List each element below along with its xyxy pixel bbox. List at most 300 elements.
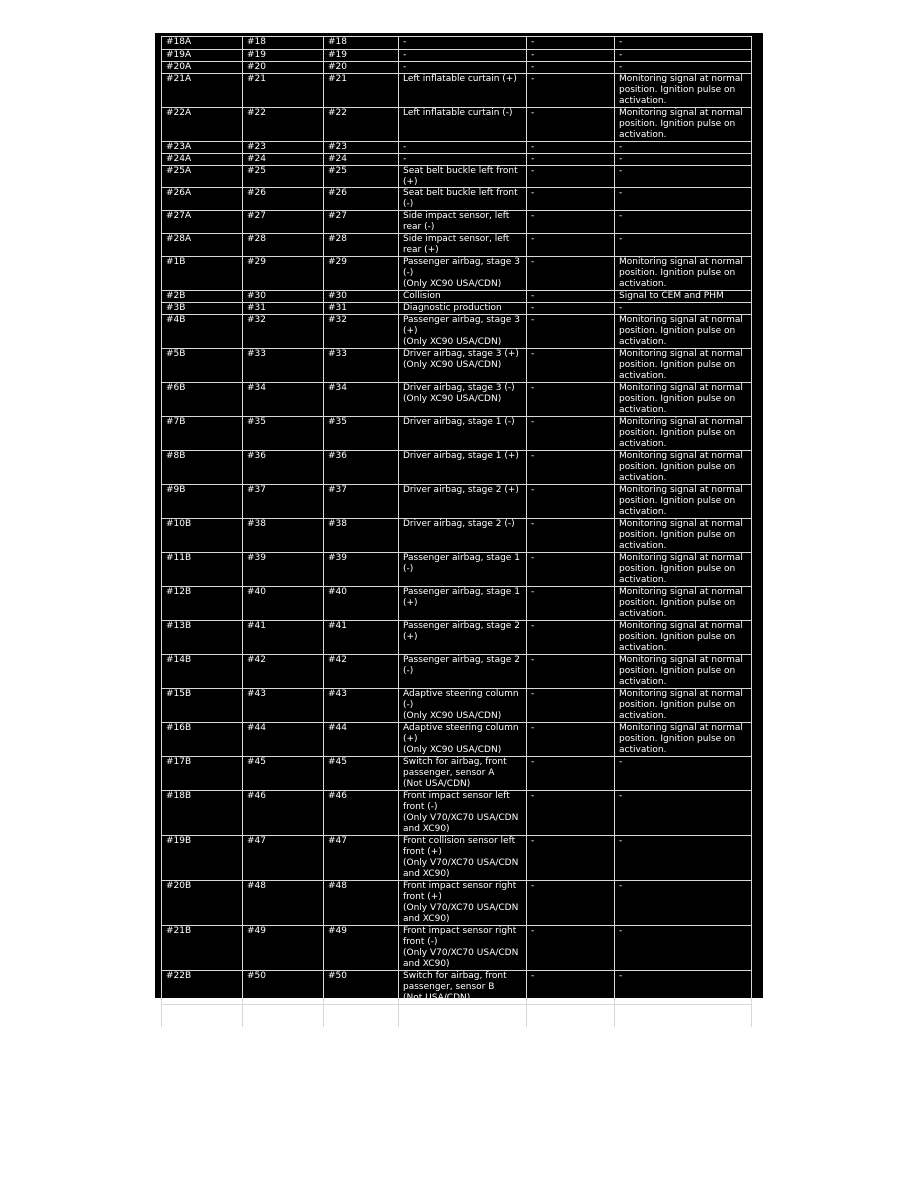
value-column-text: -	[531, 291, 535, 301]
table-cell-signal-description	[615, 791, 752, 836]
table-row	[162, 757, 752, 791]
connector-pin-a-text: #21A	[166, 74, 192, 84]
table-row	[162, 315, 752, 349]
connector-pin-b-text: #47	[247, 836, 266, 846]
table-cell-value-column	[527, 553, 615, 587]
connector-pin-a-text: #20A	[166, 62, 192, 72]
table-cell-signal-description	[615, 154, 752, 166]
connector-pin-b-text: #43	[247, 689, 266, 699]
component-name-text: Driver airbag, stage 1 (+)	[403, 451, 519, 461]
table-cell-component-name	[399, 315, 527, 349]
table-cell-connector-pin-a	[162, 655, 243, 689]
table-cell-component-name	[399, 451, 527, 485]
signal-description-text: -	[619, 881, 623, 891]
table-cell-value-column	[527, 587, 615, 621]
table-cell-connector-pin-a	[162, 188, 243, 211]
connector-pin-b-text: #35	[247, 417, 266, 427]
table-cell-signal-description	[615, 234, 752, 257]
connector-pin-a-text: #5B	[166, 349, 186, 359]
connector-pin-a-text: #10B	[166, 519, 192, 529]
table-cell-component-name	[399, 587, 527, 621]
value-column-text: -	[531, 1005, 535, 1015]
table-cell-connector-pin-a	[162, 836, 243, 881]
table-cell-connector-pin-b	[243, 154, 324, 166]
table-cell-component-name	[399, 485, 527, 519]
signal-description-text: -	[619, 166, 623, 176]
connector-pin-b-text: #30	[247, 291, 266, 301]
component-name-text: Front impact sensor left front (-) (Only V70/XC70 USA/CDN and XC90)	[403, 791, 519, 834]
table-cell-signal-description	[615, 257, 752, 291]
table-cell-connector-pin-b	[243, 257, 324, 291]
table-cell-connector-pin-b	[243, 37, 324, 50]
table-cell-signal-description	[615, 621, 752, 655]
signal-description-text: Monitoring signal at normal position. Ignition pulse on activation.	[619, 451, 743, 483]
table-cell-component-name	[399, 655, 527, 689]
table-row	[162, 926, 752, 971]
table-row	[162, 74, 752, 108]
table-cell-connector-pin-b	[243, 621, 324, 655]
table-cell-value-column	[527, 303, 615, 315]
table-row	[162, 587, 752, 621]
component-name-text: Diagnostic production	[403, 303, 502, 313]
table-cell-component-name	[399, 257, 527, 291]
table-cell-signal-description	[615, 757, 752, 791]
table-cell-value-column	[527, 836, 615, 881]
table-cell-connector-pin-b	[243, 757, 324, 791]
signal-description-text: -	[619, 154, 623, 164]
component-name-text: Adaptive steering column (-) (Only XC90 USA/CDN)	[403, 689, 519, 721]
table-cell-connector-pin-a	[162, 1005, 243, 1028]
table-cell-component-name	[399, 621, 527, 655]
connector-pin-c-text: #20	[328, 62, 347, 72]
table-cell-value-column	[527, 257, 615, 291]
connector-pin-c-text: #21	[328, 74, 347, 84]
table-cell-value-column	[527, 417, 615, 451]
table-cell-value-column	[527, 211, 615, 234]
connector-pin-b-text: #49	[247, 926, 266, 936]
table-row	[162, 142, 752, 154]
component-name-text: Front impact sensor right front (+) (Only V70/XC70 USA/CDN and XC90)	[403, 881, 519, 924]
connector-pin-b-text: #46	[247, 791, 266, 801]
table-cell-value-column	[527, 881, 615, 926]
table-cell-connector-pin-b	[243, 108, 324, 142]
component-name-text: Collision	[403, 291, 441, 301]
component-name-text: Seat belt buckle left front (-)	[403, 188, 518, 209]
connector-pin-c-text: #19	[328, 50, 347, 60]
table-row	[162, 166, 752, 188]
value-column-text: -	[531, 166, 535, 176]
connector-pin-b-text: #29	[247, 257, 266, 267]
table-cell-component-name	[399, 50, 527, 62]
table-cell-connector-pin-b	[243, 791, 324, 836]
component-name-text: Adaptive steering column (+) (Only XC90 USA/CDN)	[403, 723, 519, 755]
table-cell-component-name	[399, 519, 527, 553]
table-cell-connector-pin-b	[243, 587, 324, 621]
component-name-text: Switch for airbag, front passenger, sensor A (Not USA/CDN)	[403, 757, 507, 789]
table-cell-connector-pin-a	[162, 37, 243, 50]
connector-pin-a-text: #6B	[166, 383, 186, 393]
value-column-text: -	[531, 485, 535, 495]
table-cell-connector-pin-a	[162, 519, 243, 553]
value-column-text: -	[531, 451, 535, 461]
table-cell-signal-description	[615, 1005, 752, 1028]
table-cell-value-column	[527, 621, 615, 655]
connector-pin-a-text: #23B	[166, 1005, 192, 1015]
connector-pin-c-text: #51	[328, 1005, 347, 1015]
table-row	[162, 621, 752, 655]
table-cell-signal-description	[615, 211, 752, 234]
table-cell-value-column	[527, 166, 615, 188]
table-cell-connector-pin-a	[162, 315, 243, 349]
component-name-text: Driver airbag, stage 1 (-)	[403, 417, 515, 427]
table-body	[162, 37, 752, 1028]
signal-description-text: -	[619, 37, 623, 47]
table-cell-connector-pin-a	[162, 211, 243, 234]
table-cell-connector-pin-c	[324, 621, 399, 655]
table-row	[162, 791, 752, 836]
table-cell-connector-pin-b	[243, 655, 324, 689]
connector-pin-a-text: #14B	[166, 655, 192, 665]
component-name-text: Front impact sensor right front (-) (Only V70/XC70 USA/CDN and XC90)	[403, 926, 519, 969]
value-column-text: -	[531, 383, 535, 393]
value-column-text: -	[531, 836, 535, 846]
connector-pin-c-text: #50	[328, 971, 347, 981]
value-column-text: -	[531, 881, 535, 891]
table-cell-connector-pin-c	[324, 154, 399, 166]
table-cell-connector-pin-c	[324, 315, 399, 349]
connector-pin-c-text: #38	[328, 519, 347, 529]
table-cell-value-column	[527, 142, 615, 154]
value-column-text: -	[531, 926, 535, 936]
connector-pin-a-text: #27A	[166, 211, 192, 221]
table-cell-connector-pin-c	[324, 291, 399, 303]
table-cell-connector-pin-c	[324, 485, 399, 519]
signal-description-text: Monitoring signal at normal position. Ignition pulse on activation.	[619, 553, 743, 585]
table-cell-component-name	[399, 723, 527, 757]
signal-description-text: -	[619, 303, 623, 313]
table-cell-connector-pin-b	[243, 50, 324, 62]
connector-pin-a-text: #22B	[166, 971, 192, 981]
table-cell-value-column	[527, 37, 615, 50]
table-cell-connector-pin-a	[162, 50, 243, 62]
table-row	[162, 188, 752, 211]
component-name-text: Side impact sensor, left rear (-)	[403, 211, 510, 232]
table-cell-connector-pin-b	[243, 383, 324, 417]
connector-pin-b-text: #45	[247, 757, 266, 767]
table-cell-connector-pin-c	[324, 257, 399, 291]
connector-pin-a-text: #16B	[166, 723, 192, 733]
connector-pin-c-text: #31	[328, 303, 347, 313]
connector-pin-b-text: #48	[247, 881, 266, 891]
connector-pin-b-text: #50	[247, 971, 266, 981]
table-cell-component-name	[399, 553, 527, 587]
signal-description-text: Monitoring signal at normal position. Ignition pulse on activation.	[619, 485, 743, 517]
signal-description-text: -	[619, 791, 623, 801]
table-cell-signal-description	[615, 723, 752, 757]
table-cell-connector-pin-b	[243, 723, 324, 757]
table-cell-signal-description	[615, 485, 752, 519]
table-cell-connector-pin-c	[324, 234, 399, 257]
connector-pin-c-text: #29	[328, 257, 347, 267]
table-cell-connector-pin-b	[243, 971, 324, 1005]
connector-pin-c-text: #27	[328, 211, 347, 221]
component-name-text: Seat belt buckle left front (+)	[403, 166, 518, 187]
table-cell-value-column	[527, 234, 615, 257]
signal-description-text: Monitoring signal at normal position. Ignition pulse on activation.	[619, 417, 743, 449]
connector-pin-c-text: #48	[328, 881, 347, 891]
connector-pin-b-text: #38	[247, 519, 266, 529]
table-cell-signal-description	[615, 291, 752, 303]
connector-pin-a-text: #9B	[166, 485, 186, 495]
table-cell-signal-description	[615, 166, 752, 188]
component-name-text: Front collision sensor left front (+) (Only V70/XC70 USA/CDN and XC90)	[403, 836, 519, 879]
table-cell-connector-pin-b	[243, 1005, 324, 1028]
table-cell-connector-pin-a	[162, 791, 243, 836]
table-cell-component-name	[399, 971, 527, 1005]
table-cell-value-column	[527, 519, 615, 553]
table-row	[162, 655, 752, 689]
connector-pin-a-text: #13B	[166, 621, 192, 631]
connector-pin-c-text: #40	[328, 587, 347, 597]
table-row	[162, 211, 752, 234]
table-cell-connector-pin-b	[243, 553, 324, 587]
table-cell-component-name	[399, 188, 527, 211]
table-cell-signal-description	[615, 971, 752, 1005]
table-cell-component-name	[399, 74, 527, 108]
table-cell-signal-description	[615, 142, 752, 154]
connector-pin-a-text: #7B	[166, 417, 186, 427]
table-cell-signal-description	[615, 37, 752, 50]
table-cell-connector-pin-c	[324, 211, 399, 234]
table-row	[162, 836, 752, 881]
signal-description-text: -	[619, 926, 623, 936]
value-column-text: -	[531, 37, 535, 47]
table-cell-connector-pin-b	[243, 291, 324, 303]
table-cell-signal-description	[615, 926, 752, 971]
table-row	[162, 303, 752, 315]
signal-description-text: Monitoring signal at normal position. Ignition pulse on activation.	[619, 383, 743, 415]
table-cell-connector-pin-b	[243, 881, 324, 926]
connector-pin-b-text: #37	[247, 485, 266, 495]
connector-pin-c-text: #41	[328, 621, 347, 631]
signal-description-text: Monitoring signal at normal position. Ignition pulse on activation.	[619, 723, 743, 755]
connector-pin-b-text: #36	[247, 451, 266, 461]
connector-pin-b-text: #39	[247, 553, 266, 563]
table-cell-connector-pin-c	[324, 62, 399, 74]
table-cell-signal-description	[615, 62, 752, 74]
table-cell-value-column	[527, 50, 615, 62]
connector-pin-a-text: #21B	[166, 926, 192, 936]
value-column-text: -	[531, 74, 535, 84]
signal-description-text: Monitoring signal at normal position. Ignition pulse on activation.	[619, 257, 743, 289]
table-row	[162, 37, 752, 50]
component-name-text: Passenger airbag, stage 2 (-)	[403, 655, 520, 676]
value-column-text: -	[531, 211, 535, 221]
signal-description-text: -	[619, 234, 623, 244]
connector-pin-a-text: #26A	[166, 188, 192, 198]
connector-pin-c-text: #22	[328, 108, 347, 118]
table-cell-connector-pin-b	[243, 142, 324, 154]
component-name-text: -	[403, 142, 407, 152]
table-cell-connector-pin-c	[324, 74, 399, 108]
table-cell-connector-pin-a	[162, 553, 243, 587]
table-cell-connector-pin-c	[324, 383, 399, 417]
document-page-panel	[155, 33, 763, 1015]
table-row	[162, 417, 752, 451]
connector-pin-c-text: #23	[328, 142, 347, 152]
table-cell-value-column	[527, 791, 615, 836]
table-cell-signal-description	[615, 108, 752, 142]
signal-description-text: -	[619, 188, 623, 198]
table-cell-value-column	[527, 451, 615, 485]
component-name-text: Passenger airbag, stage 3 (-) (Only XC90 USA/CDN)	[403, 257, 520, 289]
table-cell-connector-pin-a	[162, 234, 243, 257]
table-row	[162, 108, 752, 142]
table-cell-value-column	[527, 291, 615, 303]
table-cell-connector-pin-c	[324, 655, 399, 689]
table-cell-component-name	[399, 1005, 527, 1028]
table-cell-connector-pin-c	[324, 587, 399, 621]
table-cell-connector-pin-a	[162, 291, 243, 303]
signal-description-text: Monitoring signal at normal position. Ignition pulse on activation.	[619, 519, 743, 551]
connector-pin-a-text: #22A	[166, 108, 192, 118]
table-cell-connector-pin-a	[162, 303, 243, 315]
table-cell-value-column	[527, 154, 615, 166]
table-row	[162, 689, 752, 723]
table-cell-connector-pin-b	[243, 519, 324, 553]
value-column-text: -	[531, 417, 535, 427]
signal-description-text: Monitoring signal at normal position. Ignition pulse on activation.	[619, 349, 743, 381]
table-cell-connector-pin-a	[162, 621, 243, 655]
table-cell-connector-pin-c	[324, 689, 399, 723]
component-name-text: -	[403, 50, 407, 60]
connector-pin-c-text: #45	[328, 757, 347, 767]
table-cell-connector-pin-c	[324, 926, 399, 971]
connector-pin-c-text: #46	[328, 791, 347, 801]
table-cell-connector-pin-c	[324, 166, 399, 188]
component-name-text: Driver airbag, stage 3 (-) (Only XC90 USA/CDN)	[403, 383, 515, 404]
table-cell-connector-pin-a	[162, 757, 243, 791]
signal-description-text: During communication the	[619, 1005, 740, 1015]
connector-pin-c-text: #44	[328, 723, 347, 733]
table-row	[162, 881, 752, 926]
table-cell-connector-pin-b	[243, 303, 324, 315]
connector-pin-b-text: #32	[247, 315, 266, 325]
table-cell-value-column	[527, 188, 615, 211]
table-cell-component-name	[399, 211, 527, 234]
table-cell-connector-pin-a	[162, 971, 243, 1005]
value-column-text: -	[531, 303, 535, 313]
table-cell-signal-description	[615, 74, 752, 108]
table-cell-connector-pin-a	[162, 349, 243, 383]
connector-pin-a-text: #24A	[166, 154, 192, 164]
table-cell-connector-pin-c	[324, 303, 399, 315]
connector-pin-a-text: #19A	[166, 50, 192, 60]
connector-pin-table	[161, 36, 752, 1027]
component-name-text: -	[403, 62, 407, 72]
table-cell-signal-description	[615, 383, 752, 417]
component-name-text: Driver airbag, stage 2 (+)	[403, 485, 519, 495]
signal-description-text: Monitoring signal at normal position. Ignition pulse on activation.	[619, 689, 743, 721]
connector-pin-b-text: #20	[247, 62, 266, 72]
signal-description-text: -	[619, 757, 623, 767]
table-cell-signal-description	[615, 188, 752, 211]
table-cell-connector-pin-a	[162, 485, 243, 519]
component-name-text: Left inflatable curtain (+)	[403, 74, 517, 84]
connector-pin-a-text: #17B	[166, 757, 192, 767]
table-cell-connector-pin-c	[324, 50, 399, 62]
connector-pin-b-text: #33	[247, 349, 266, 359]
table-cell-value-column	[527, 926, 615, 971]
connector-pin-c-text: #32	[328, 315, 347, 325]
connector-pin-c-text: #39	[328, 553, 347, 563]
table-cell-signal-description	[615, 451, 752, 485]
signal-description-text: -	[619, 836, 623, 846]
table-cell-connector-pin-c	[324, 451, 399, 485]
table-row	[162, 451, 752, 485]
table-cell-signal-description	[615, 315, 752, 349]
table-cell-connector-pin-b	[243, 417, 324, 451]
connector-pin-c-text: #28	[328, 234, 347, 244]
signal-description-text: Monitoring signal at normal position. Ignition pulse on activation.	[619, 108, 743, 140]
table-row	[162, 50, 752, 62]
connector-pin-a-text: #23A	[166, 142, 192, 152]
table-row	[162, 1005, 752, 1028]
table-cell-signal-description	[615, 303, 752, 315]
value-column-text: -	[531, 349, 535, 359]
table-cell-value-column	[527, 757, 615, 791]
connector-pin-c-text: #43	[328, 689, 347, 699]
table-cell-component-name	[399, 154, 527, 166]
table-cell-connector-pin-a	[162, 881, 243, 926]
table-cell-component-name	[399, 62, 527, 74]
table-row	[162, 349, 752, 383]
connector-pin-a-text: #1B	[166, 257, 186, 267]
table-cell-connector-pin-c	[324, 108, 399, 142]
connector-pin-a-text: #3B	[166, 303, 186, 313]
table-cell-connector-pin-c	[324, 791, 399, 836]
table-cell-value-column	[527, 1005, 615, 1028]
connector-pin-a-text: #15B	[166, 689, 192, 699]
connector-pin-c-text: #37	[328, 485, 347, 495]
table-row	[162, 723, 752, 757]
component-name-text: Switch for airbag, front passenger, sensor B (Not USA/CDN)	[403, 971, 507, 1003]
table-cell-component-name	[399, 926, 527, 971]
table-cell-connector-pin-b	[243, 349, 324, 383]
value-column-text: -	[531, 142, 535, 152]
table-cell-connector-pin-b	[243, 62, 324, 74]
component-name-text: Side impact sensor, left rear (+)	[403, 234, 510, 255]
connector-pin-b-text: #44	[247, 723, 266, 733]
table-cell-signal-description	[615, 836, 752, 881]
connector-pin-a-text: #12B	[166, 587, 192, 597]
connector-pin-c-text: #33	[328, 349, 347, 359]
value-column-text: -	[531, 655, 535, 665]
value-column-text: -	[531, 553, 535, 563]
connector-pin-b-text: #31	[247, 303, 266, 313]
connector-pin-b-text: #21	[247, 74, 266, 84]
table-cell-connector-pin-a	[162, 383, 243, 417]
connector-pin-b-text: #22	[247, 108, 266, 118]
table-cell-signal-description	[615, 881, 752, 926]
value-column-text: -	[531, 757, 535, 767]
value-column-text: -	[531, 62, 535, 72]
table-cell-value-column	[527, 655, 615, 689]
table-cell-value-column	[527, 62, 615, 74]
table-cell-connector-pin-c	[324, 1005, 399, 1028]
connector-pin-a-text: #2B	[166, 291, 186, 301]
table-row	[162, 553, 752, 587]
